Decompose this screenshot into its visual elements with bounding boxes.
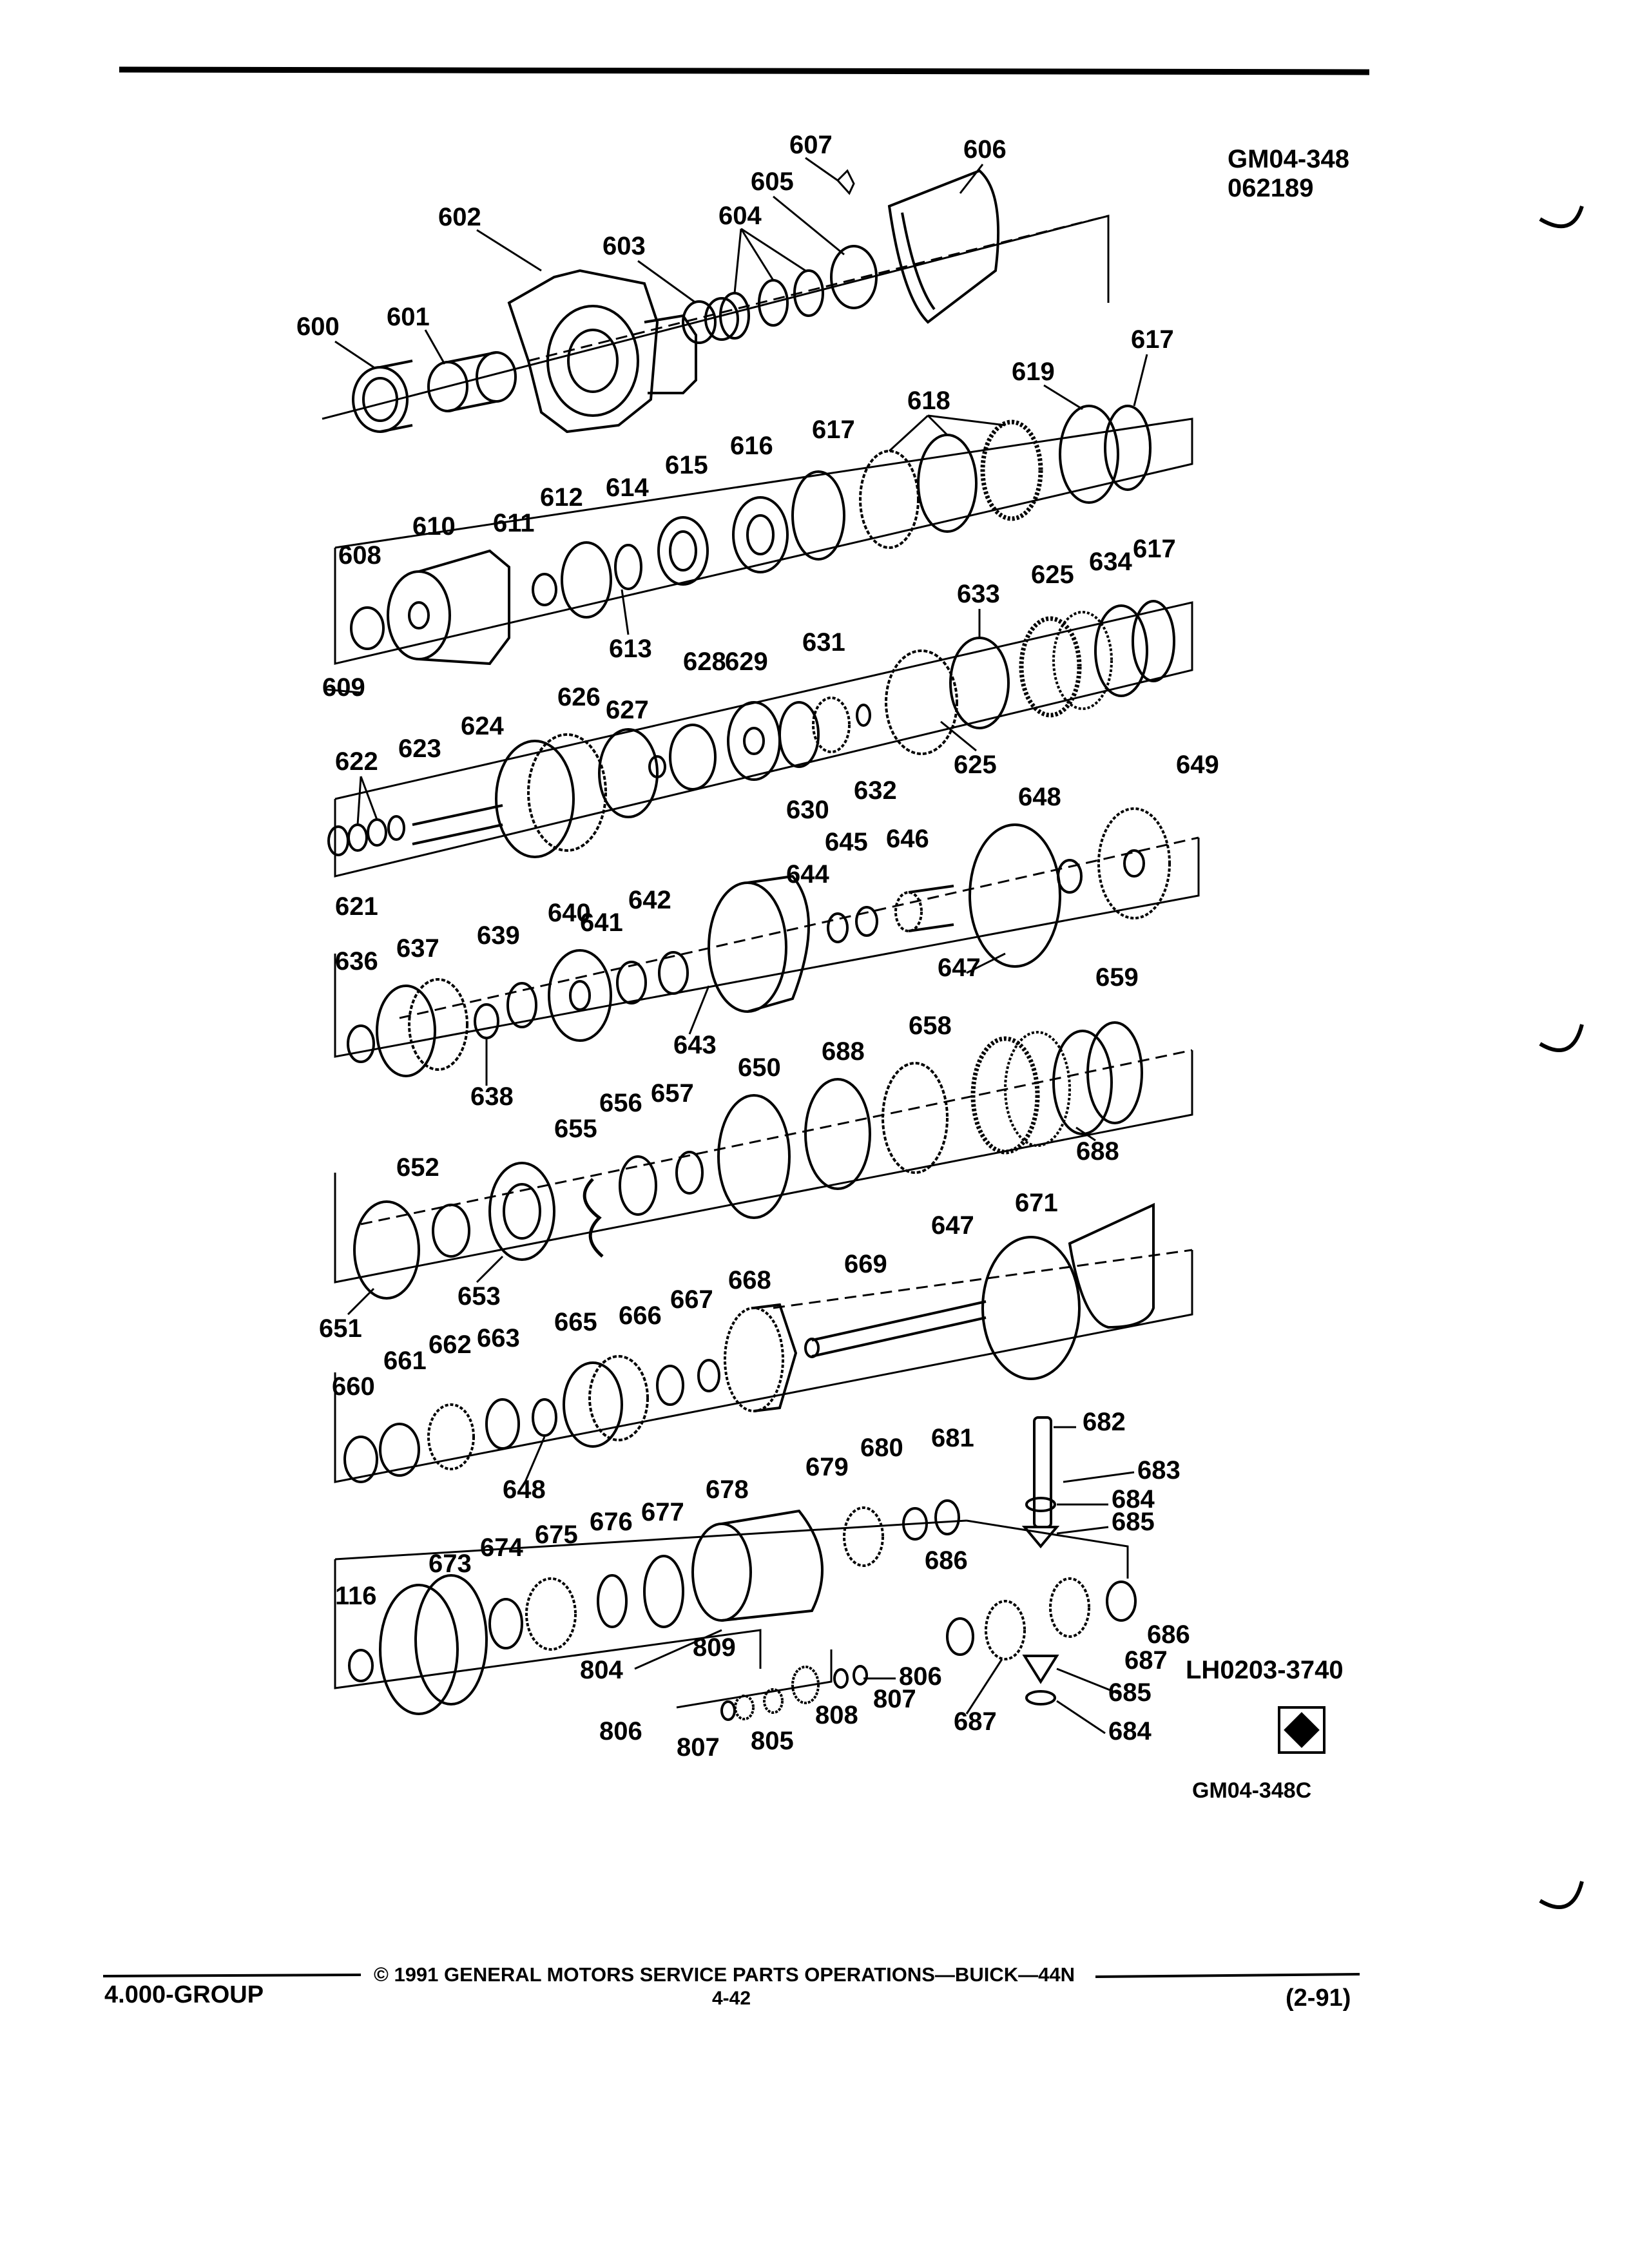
part-label-806: 806 bbox=[599, 1717, 642, 1745]
part-label-657: 657 bbox=[651, 1079, 694, 1108]
part-label-679: 679 bbox=[805, 1453, 849, 1481]
part-label-623: 623 bbox=[398, 735, 441, 763]
part-label-632: 632 bbox=[854, 776, 897, 805]
part-665-carrier bbox=[564, 1356, 648, 1446]
part-639-ring bbox=[508, 983, 536, 1027]
part-label-807: 807 bbox=[873, 1685, 916, 1713]
part-label-647: 647 bbox=[938, 954, 981, 982]
part-116-washer bbox=[349, 1650, 372, 1681]
part-label-686: 686 bbox=[1147, 1620, 1190, 1649]
part-608-washer bbox=[351, 608, 383, 649]
part-label-614: 614 bbox=[606, 474, 649, 502]
part-label-625: 625 bbox=[1031, 561, 1074, 589]
part-638-washer bbox=[475, 1004, 498, 1038]
part-686-washer-b bbox=[1107, 1582, 1135, 1620]
part-611-washer bbox=[533, 574, 556, 605]
part-label-659: 659 bbox=[1095, 963, 1139, 992]
part-646-sun-gear bbox=[896, 886, 954, 931]
part-621-ring bbox=[329, 827, 348, 855]
part-label-653: 653 bbox=[458, 1282, 501, 1311]
part-666-washer bbox=[657, 1366, 683, 1405]
part-label-675: 675 bbox=[535, 1521, 578, 1549]
part-label-622: 622 bbox=[335, 747, 378, 776]
part-label-645: 645 bbox=[825, 828, 868, 856]
part-label-601: 601 bbox=[387, 303, 430, 331]
part-label-662: 662 bbox=[429, 1331, 472, 1359]
part-644-ring bbox=[828, 914, 847, 942]
part-label-617: 617 bbox=[1131, 325, 1174, 354]
part-649-gear bbox=[1099, 809, 1170, 918]
part-label-684: 684 bbox=[1108, 1717, 1152, 1745]
part-label-688: 688 bbox=[822, 1037, 865, 1066]
part-624-shaft-carrier bbox=[412, 735, 606, 857]
part-label-644: 644 bbox=[786, 860, 829, 889]
figure-code: GM04-348C bbox=[1192, 1778, 1312, 1803]
part-668-gear bbox=[725, 1305, 796, 1411]
part-617-ring-b bbox=[1105, 406, 1150, 490]
part-label-648: 648 bbox=[1018, 783, 1061, 811]
top-rule bbox=[119, 70, 1369, 72]
header-figure-id: GM04-348 bbox=[1228, 145, 1349, 173]
part-label-604: 604 bbox=[718, 202, 762, 230]
part-679-gear bbox=[844, 1508, 883, 1566]
part-label-684: 684 bbox=[1112, 1485, 1155, 1514]
part-label-609: 609 bbox=[322, 673, 365, 702]
part-607-pin bbox=[838, 171, 854, 193]
part-label-671: 671 bbox=[1015, 1189, 1058, 1217]
part-label-606: 606 bbox=[963, 135, 1007, 164]
part-652-ring bbox=[433, 1205, 469, 1256]
part-630-hub bbox=[780, 702, 818, 767]
part-676-washer bbox=[598, 1575, 626, 1627]
part-614-ring bbox=[615, 545, 641, 589]
part-label-628: 628 bbox=[683, 648, 726, 676]
part-618-plates bbox=[860, 422, 1041, 548]
part-674-bearing bbox=[490, 1599, 522, 1648]
part-label-618: 618 bbox=[907, 387, 950, 415]
part-label-685: 685 bbox=[1112, 1508, 1155, 1536]
part-655-spring bbox=[584, 1179, 602, 1256]
footer-rule-right bbox=[1095, 1974, 1360, 1977]
part-label-666: 666 bbox=[619, 1302, 662, 1330]
part-657-ring bbox=[677, 1152, 702, 1193]
part-label-680: 680 bbox=[860, 1434, 903, 1462]
part-683-lockpin bbox=[1063, 1472, 1134, 1482]
part-641-washer bbox=[617, 962, 646, 1003]
part-label-638: 638 bbox=[470, 1082, 514, 1111]
part-label-624: 624 bbox=[461, 712, 504, 740]
part-658-plate bbox=[883, 1063, 947, 1173]
part-label-626: 626 bbox=[557, 683, 601, 711]
part-label-642: 642 bbox=[628, 886, 671, 914]
part-label-610: 610 bbox=[412, 512, 456, 541]
part-label-673: 673 bbox=[429, 1550, 472, 1578]
part-label-608: 608 bbox=[338, 541, 381, 570]
part-label-806: 806 bbox=[899, 1662, 942, 1691]
part-label-615: 615 bbox=[665, 451, 708, 479]
part-label-605: 605 bbox=[751, 168, 794, 196]
part-label-611: 611 bbox=[493, 509, 535, 537]
part-label-600: 600 bbox=[296, 312, 340, 341]
part-606-band bbox=[889, 171, 998, 322]
part-600-bearing bbox=[353, 361, 412, 432]
part-label-603: 603 bbox=[602, 232, 646, 260]
part-663-washer bbox=[487, 1399, 519, 1448]
part-label-650: 650 bbox=[738, 1053, 781, 1082]
part-label-625: 625 bbox=[954, 751, 997, 779]
illustration-code: LH0203-3740 bbox=[1186, 1656, 1344, 1684]
part-647-ring bbox=[970, 825, 1060, 966]
part-640-carrier bbox=[549, 950, 611, 1041]
part-label-619: 619 bbox=[1012, 358, 1055, 386]
part-label-683: 683 bbox=[1137, 1456, 1181, 1485]
part-685-gear-b bbox=[1025, 1656, 1057, 1682]
part-label-616: 616 bbox=[730, 432, 773, 460]
part-label-617: 617 bbox=[812, 416, 855, 444]
part-648-washer-b bbox=[533, 1399, 556, 1436]
part-623-washer bbox=[389, 816, 404, 840]
part-615-piston bbox=[659, 517, 708, 584]
part-label-639: 639 bbox=[477, 921, 520, 950]
part-label-687: 687 bbox=[954, 1707, 997, 1736]
part-label-652: 652 bbox=[396, 1153, 439, 1182]
part-656-ring bbox=[620, 1157, 656, 1215]
part-label-621: 621 bbox=[335, 892, 378, 921]
part-label-661: 661 bbox=[383, 1347, 427, 1375]
part-label-665: 665 bbox=[554, 1308, 597, 1336]
part-687-gear-b bbox=[1050, 1579, 1089, 1637]
part-label-631: 631 bbox=[802, 628, 845, 657]
part-626-ring bbox=[599, 729, 657, 817]
part-label-687: 687 bbox=[1124, 1646, 1168, 1675]
part-label-607: 607 bbox=[789, 131, 833, 159]
part-label-688: 688 bbox=[1076, 1137, 1119, 1166]
part-686-washer bbox=[947, 1619, 973, 1655]
part-label-677: 677 bbox=[641, 1498, 684, 1526]
footer-page-number: 4-42 bbox=[712, 1988, 751, 2009]
part-628-ring bbox=[670, 725, 715, 789]
part-label-669: 669 bbox=[844, 1250, 887, 1278]
part-label-805: 805 bbox=[751, 1727, 794, 1755]
part-label-641: 641 bbox=[580, 908, 623, 937]
part-label-627: 627 bbox=[606, 696, 649, 724]
footer-revision: (2-91) bbox=[1286, 1984, 1351, 2012]
part-678-case bbox=[693, 1511, 822, 1620]
part-label-807: 807 bbox=[677, 1733, 720, 1762]
part-660-washer bbox=[345, 1437, 377, 1482]
part-617-ring-c bbox=[1133, 601, 1174, 681]
part-label-640: 640 bbox=[548, 899, 591, 927]
part-label-681: 681 bbox=[931, 1424, 974, 1452]
part-label-686: 686 bbox=[925, 1546, 968, 1575]
footer-copyright: © 1991 GENERAL MOTORS SERVICE PARTS OPERATIONS—BUICK—44N bbox=[374, 1963, 1075, 1986]
part-648-washer bbox=[1058, 860, 1081, 892]
part-label-630: 630 bbox=[786, 796, 829, 824]
part-688-plate bbox=[805, 1079, 870, 1189]
part-label-656: 656 bbox=[599, 1089, 642, 1117]
part-label-646: 646 bbox=[886, 825, 929, 853]
part-label-629: 629 bbox=[725, 648, 768, 676]
part-label-678: 678 bbox=[706, 1475, 749, 1504]
part-684-washer-b bbox=[1027, 1691, 1055, 1704]
part-677-ring bbox=[644, 1556, 683, 1627]
part-label-663: 663 bbox=[477, 1324, 520, 1352]
part-label-804: 804 bbox=[580, 1656, 623, 1684]
part-label-682: 682 bbox=[1083, 1408, 1126, 1436]
part-629-piston bbox=[728, 702, 780, 780]
footer-group: 4.000-GROUP bbox=[104, 1981, 264, 2008]
part-label-660: 660 bbox=[332, 1372, 375, 1401]
binding-mark bbox=[1540, 1024, 1582, 1050]
part-label-674: 674 bbox=[480, 1533, 523, 1562]
part-661-bearing bbox=[380, 1424, 419, 1475]
part-label-685: 685 bbox=[1108, 1678, 1152, 1707]
part-681-washer bbox=[936, 1501, 959, 1534]
part-label-655: 655 bbox=[554, 1115, 597, 1143]
part-669-shaft bbox=[805, 1302, 986, 1357]
part-label-602: 602 bbox=[438, 203, 481, 231]
part-659-plate bbox=[1088, 1023, 1142, 1123]
part-label-649: 649 bbox=[1176, 751, 1219, 779]
part-label-617: 617 bbox=[1133, 535, 1176, 563]
part-637-drum bbox=[377, 979, 467, 1076]
part-632-ring bbox=[857, 705, 870, 726]
part-647-ring-b bbox=[983, 1237, 1079, 1379]
part-label-648: 648 bbox=[503, 1475, 546, 1504]
part-label-676: 676 bbox=[590, 1508, 633, 1536]
part-label-643: 643 bbox=[673, 1031, 717, 1059]
part-label-808: 808 bbox=[815, 1701, 858, 1729]
part-645-washer bbox=[856, 907, 877, 936]
part-602-pump-body bbox=[509, 271, 696, 432]
part-label-647: 647 bbox=[931, 1211, 974, 1240]
part-667-ring bbox=[699, 1360, 719, 1391]
part-617-ring bbox=[793, 472, 844, 559]
part-label-651: 651 bbox=[319, 1314, 362, 1343]
part-675-gear bbox=[526, 1579, 575, 1649]
part-label-116: 116 bbox=[335, 1582, 377, 1610]
part-label-613: 613 bbox=[609, 635, 652, 663]
part-636-washer bbox=[348, 1026, 374, 1062]
part-label-636: 636 bbox=[335, 947, 378, 975]
part-616-hub bbox=[733, 497, 787, 572]
part-673-carrier bbox=[380, 1575, 487, 1714]
binding-mark bbox=[1540, 206, 1582, 226]
part-label-667: 667 bbox=[670, 1285, 713, 1314]
part-651-ring bbox=[354, 1202, 419, 1298]
part-label-637: 637 bbox=[396, 934, 439, 963]
part-642-bearing bbox=[659, 952, 688, 994]
row-4-frame bbox=[335, 838, 1199, 1057]
part-label-634: 634 bbox=[1089, 548, 1132, 576]
gm-logo-icon bbox=[1279, 1707, 1324, 1753]
part-625-plate bbox=[886, 651, 957, 754]
row-7-frame bbox=[335, 1521, 1128, 1688]
binding-mark bbox=[1540, 1881, 1582, 1907]
part-601-bushing bbox=[429, 352, 516, 411]
header-date-code: 062189 bbox=[1228, 174, 1314, 202]
part-687-gear bbox=[986, 1601, 1025, 1659]
part-label-633: 633 bbox=[957, 580, 1000, 608]
part-label-658: 658 bbox=[909, 1012, 952, 1040]
footer-rule-left bbox=[103, 1975, 361, 1976]
part-622-washers bbox=[349, 820, 386, 850]
part-label-612: 612 bbox=[540, 483, 583, 512]
part-label-809: 809 bbox=[693, 1633, 736, 1662]
part-label-668: 668 bbox=[728, 1266, 771, 1294]
